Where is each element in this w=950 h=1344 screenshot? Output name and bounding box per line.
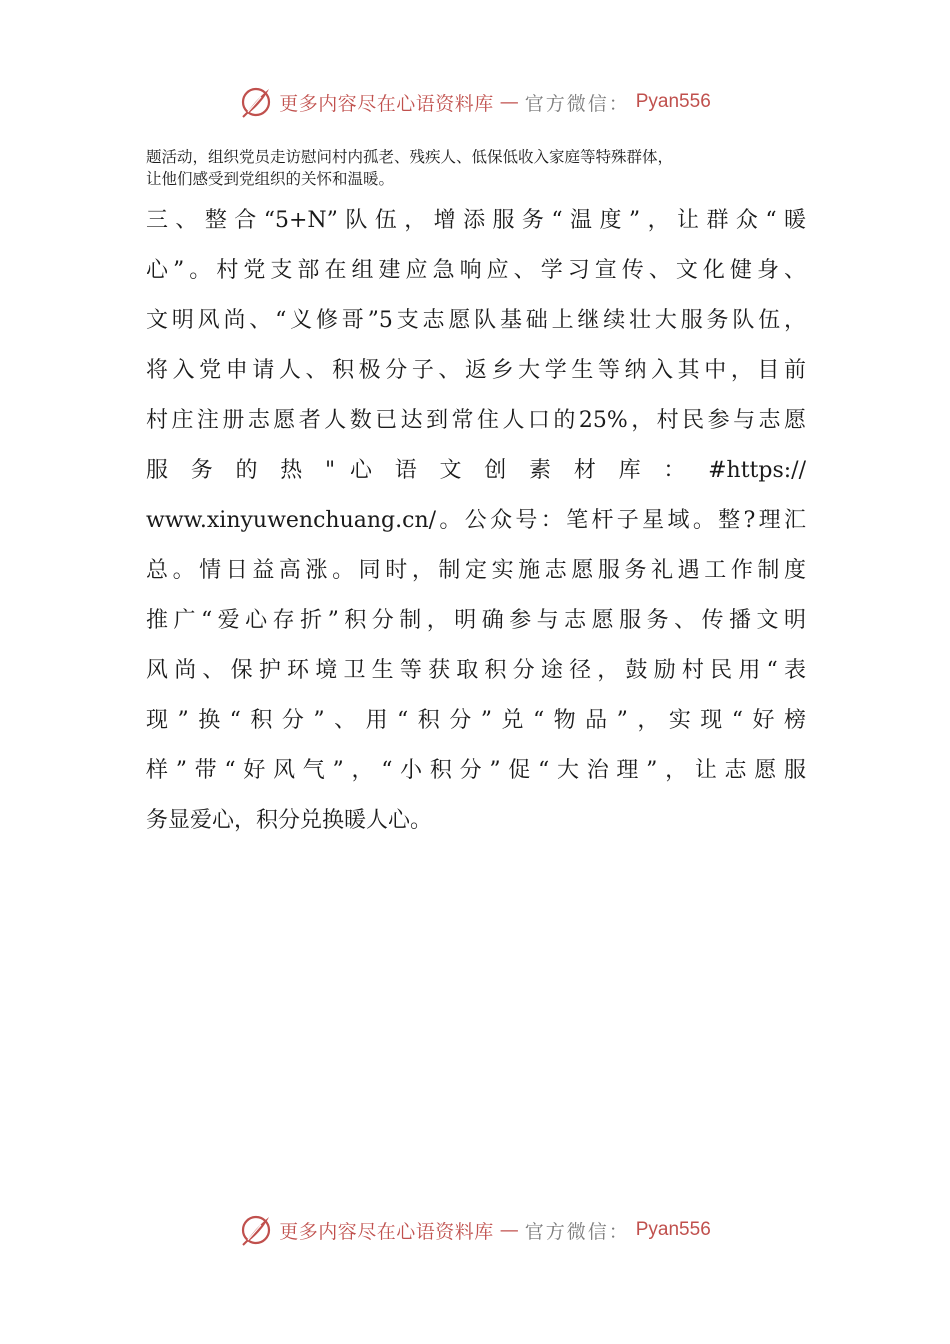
header-wechat-label: 官方微信：	[524, 92, 630, 115]
body-line: 样”带“好风气”，“小积分”促“大治理”，让志愿服	[146, 758, 806, 783]
body-line: 心”。村党支部在组建应急响应、学习宣传、文化健身、	[146, 258, 806, 283]
intro-line: 让他们感受到党组织的关怀和温暖。	[146, 170, 395, 188]
body-line: 推广“爱心存折”积分制，明确参与志愿服务、传播文明	[146, 608, 806, 633]
body-line: 三、整合“5+N”队伍，增添服务“温度”，让群众“暖	[146, 208, 806, 233]
header-wechat-id: Pyan556	[635, 91, 711, 112]
intro-line: 题活动，组织党员走访慰问村内孤老、残疾人、低保低收入家庭等特殊群体，	[146, 148, 674, 166]
footer-banner	[0, 1210, 950, 1250]
body-line: 总。情日益高涨。同时，制定实施志愿服务礼遇工作制度	[146, 558, 806, 583]
body-line: 现”换“积分”、用“积分”兑“物品”，实现“好榜	[146, 708, 806, 733]
body-line: www.xinyuwenchuang.cn/。公众号：笔杆子星域。整?理汇	[146, 508, 806, 533]
quill-pen-logo-icon	[239, 85, 273, 119]
body-line: 务显爱心，积分兑换暖人心。	[146, 808, 433, 833]
footer-wechat-label: 官方微信：	[524, 1220, 630, 1243]
body-line: 风尚、保护环境卫生等获取积分途径，鼓励村民用“表	[146, 658, 806, 683]
body-paragraph	[146, 196, 806, 846]
body-line: 服 务 的 热 " 心 语 文 创 素 材 库 ： #https://	[146, 458, 806, 483]
body-line: 将入党申请人、积极分子、返乡大学生等纳入其中，目前	[146, 358, 806, 383]
footer-wechat-id: Pyan556	[635, 1219, 711, 1240]
quill-pen-logo-icon	[239, 1213, 273, 1247]
footer-title: 更多内容尽在心语资料库	[279, 1220, 494, 1243]
header-banner	[0, 82, 950, 122]
header-separator: —	[499, 91, 519, 113]
header-title: 更多内容尽在心语资料库	[279, 92, 494, 115]
footer-separator: —	[499, 1219, 519, 1241]
intro-paragraph	[146, 146, 806, 190]
body-line: 村庄注册志愿者人数已达到常住人口的25%，村民参与志愿	[146, 408, 806, 433]
body-line: 文明风尚、“义修哥”5支志愿队基础上继续壮大服务队伍，	[146, 308, 806, 333]
